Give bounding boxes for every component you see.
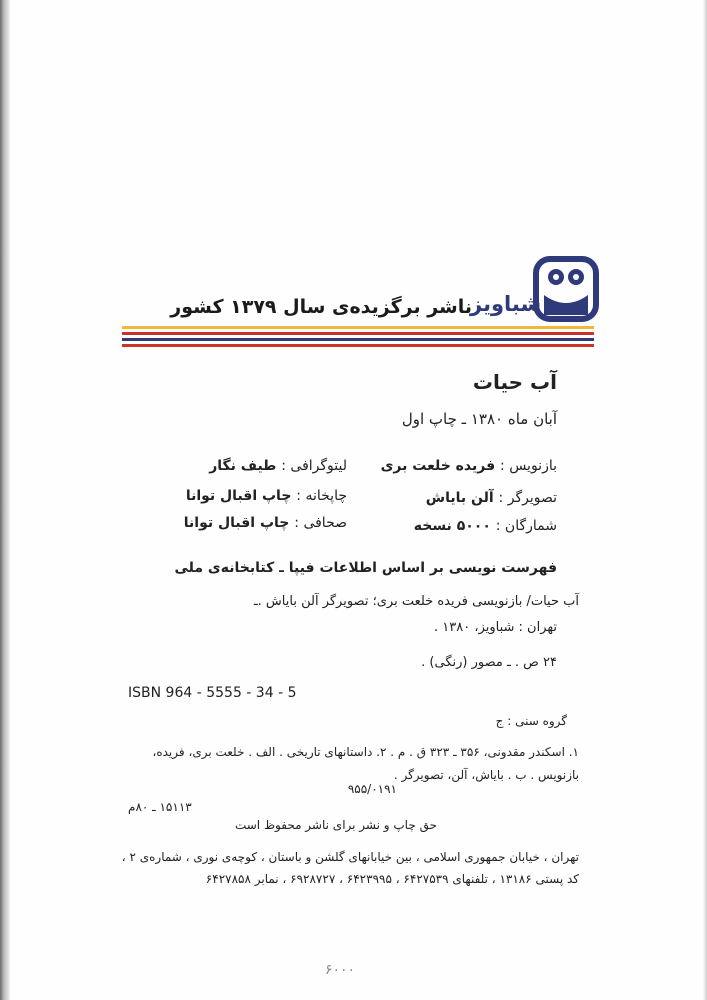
library-number: ۱۵۱۱۳ ـ ۸۰م (128, 800, 192, 814)
credit-label: تصویرگر : (498, 490, 557, 506)
isbn: ISBN 964 - 5555 - 34 - 5 (128, 685, 297, 701)
age-group: گروه سنی : ج (495, 714, 567, 728)
credit-label: بازنویس : (500, 458, 557, 474)
classification-number: ۹۵۵/۰۱۹۱ (347, 782, 397, 796)
page-mark: ۶۰۰۰ (325, 962, 356, 978)
edition-line: آبان ماه ۱۳۸۰ ـ چاپ اول (401, 410, 557, 428)
credit-value: چاپ اقبال توانا (185, 488, 292, 504)
catalog-heading: فهرست نویسی بر اساس اطلاعات فیپا ـ کتابخانه‌ی ملی (174, 560, 557, 576)
credit-value: آلن بایاش (425, 490, 494, 506)
subjects-line-2: بازنویس . ب . بایاش، آلن، تصویرگر . (393, 768, 579, 782)
address-line-2: کد پستی ۱۳۱۸۶ ، تلفنهای ۶۴۲۷۵۳۹ ، ۶۴۲۳۹۹۵ ، ۶۹۲۸۷۲۷ ، نمابر ۶۴۲۷۸۵۸ (205, 872, 579, 886)
catalog-line-2: تهران : شباویز، ۱۳۸۰ . (434, 620, 557, 635)
stripe-3 (122, 338, 594, 341)
book-title: آب حیات (472, 370, 557, 394)
page-edge-shadow (0, 0, 10, 1000)
credit-binding (184, 515, 347, 531)
stripe-2 (122, 332, 594, 335)
credit-writer (381, 458, 557, 474)
catalog-line-1: آب حیات/ بازنویسی فریده خلعت بری؛ تصویرگر آلن بایاش .ـ (253, 594, 579, 609)
credit-lithography (209, 458, 347, 474)
stripe-1 (122, 326, 594, 329)
rights-notice: حق چاپ و نشر برای ناشر محفوظ است (234, 818, 437, 832)
publisher-motto: ناشر برگزیده‌ی سال ۱۳۷۹ کشور (170, 296, 472, 318)
credit-printing-house (186, 488, 347, 504)
credit-label: صحافی : (294, 515, 347, 531)
credit-print-run (414, 518, 557, 534)
credit-value: ۵۰۰۰ نسخه (413, 518, 491, 534)
subjects-line-1: ۱. اسکندر مقدونی، ۳۵۶ ـ ۳۲۳ ق . م . ۲. داستانهای تاریخی . الف . خلعت بری، فریده، (152, 745, 579, 759)
publisher-name: شباویز (470, 292, 542, 316)
catalog-line-3: ۲۴ ص . ـ مصور (رنگی) . (421, 655, 557, 670)
credit-label: چاپخانه : (296, 488, 347, 504)
credit-label: لیتوگرافی : (281, 458, 347, 474)
page-edge-right (703, 0, 707, 1000)
address-line-1: تهران ، خیابان جمهوری اسلامی ، بین خیابانهای گلشن و باستان ، کوچه‌ی نوری ، شماره‌ی ۲ ، (121, 850, 579, 864)
credit-value: طیف نگار (209, 458, 277, 474)
credit-value: چاپ اقبال توانا (183, 515, 290, 531)
credit-label: شمارگان : (495, 518, 557, 534)
stripe-4 (122, 344, 594, 347)
credit-value: فریده خلعت بری (380, 458, 496, 474)
publisher-stripes (122, 326, 594, 350)
credit-illustrator (426, 490, 557, 506)
